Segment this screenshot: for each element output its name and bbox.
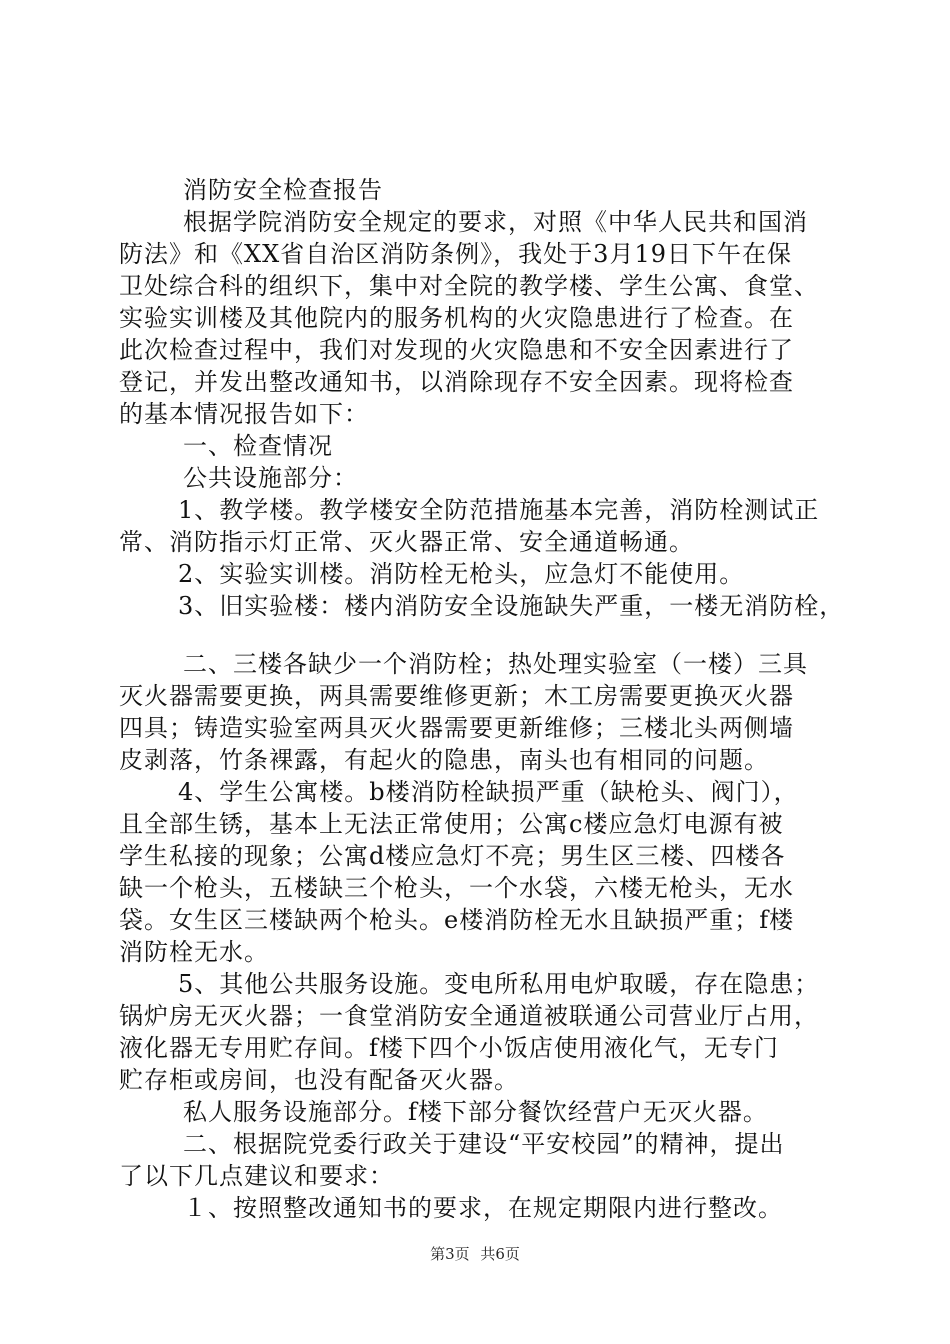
- text-line: 3、旧实验楼：楼内消防安全设施缺失严重，一楼无消防栓，: [178, 592, 845, 620]
- text-line: １、按照整改通知书的要求，在规定期限内进行整改。: [183, 1194, 783, 1222]
- text-line: 2、实验实训楼。消防栓无枪头，应急灯不能使用。: [178, 560, 745, 588]
- text-line: 5、其他公共服务设施。变电所私用电炉取暖，存在隐患；: [178, 970, 820, 998]
- text-line: 皮剥落，竹条裸露，有起火的隐患，南头也有相同的问题。: [119, 746, 769, 774]
- text-line: 登记，并发出整改通知书，以消除现存不安全因素。现将检查: [119, 368, 794, 396]
- text-line: 液化器无专用贮存间。f楼下四个小饭店使用液化气，无专门: [119, 1034, 779, 1062]
- text-line: 了以下几点建议和要求：: [119, 1162, 394, 1190]
- text-line: 且全部生锈，基本上无法正常使用；公寓c楼应急灯电源有被: [119, 810, 784, 838]
- text-line: 二、三楼各缺少一个消防栓；热处理实验室（一楼）三具: [183, 650, 808, 678]
- text-line: 1、教学楼。教学楼安全防范措施基本完善，消防栓测试正: [178, 496, 820, 524]
- text-line: 此次检查过程中，我们对发现的火灾隐患和不安全因素进行了: [119, 336, 794, 364]
- document-title: 消防安全检查报告: [183, 176, 383, 204]
- text-line: 私人服务设施部分。f楼下部分餐饮经营户无灭火器。: [183, 1098, 768, 1126]
- text-line: 常、消防指示灯正常、灭火器正常、安全通道畅通。: [119, 528, 694, 556]
- page-number: 第3页: [430, 1245, 470, 1263]
- text-line: 公共设施部分：: [183, 464, 358, 492]
- text-line: 学生私接的现象；公寓d楼应急灯不亮；男生区三楼、四楼各: [119, 842, 786, 870]
- text-line: 缺一个枪头，五楼缺三个枪头，一个水袋，六楼无枪头，无水: [119, 874, 794, 902]
- text-line: 灭火器需要更换，两具需要维修更新；木工房需要更换灭火器: [119, 682, 794, 710]
- page-footer: [0, 1244, 950, 1264]
- text-line: 袋。女生区三楼缺两个枪头。e楼消防栓无水且缺损严重；f楼: [119, 906, 795, 934]
- text-line: 四具；铸造实验室两具灭火器需要更新维修；三楼北头两侧墙: [119, 714, 794, 742]
- text-line: 锅炉房无灭火器；一食堂消防安全通道被联通公司营业厅占用，: [119, 1002, 819, 1030]
- text-line: 消防栓无水。: [119, 938, 269, 966]
- page-total: 共6页: [480, 1245, 520, 1263]
- section-heading: 二、根据院党委行政关于建设“平安校园”的精神，提出: [183, 1130, 785, 1158]
- text-line: 卫处综合科的组织下，集中对全院的教学楼、学生公寓、食堂、: [119, 272, 819, 300]
- section-heading: 一、检查情况: [183, 432, 333, 460]
- text-line: 实验实训楼及其他院内的服务机构的火灾隐患进行了检查。在: [119, 304, 794, 332]
- text-line: 的基本情况报告如下：: [119, 400, 369, 428]
- text-line: 根据学院消防安全规定的要求，对照《中华人民共和国消: [183, 208, 808, 236]
- text-line: 贮存柜或房间，也没有配备灭火器。: [119, 1066, 519, 1094]
- text-line: 防法》和《XX省自治区消防条例》，我处于3月19日下午在保: [119, 240, 792, 268]
- text-line: 4、学生公寓楼。b楼消防栓缺损严重（缺枪头、阀门），: [178, 778, 799, 806]
